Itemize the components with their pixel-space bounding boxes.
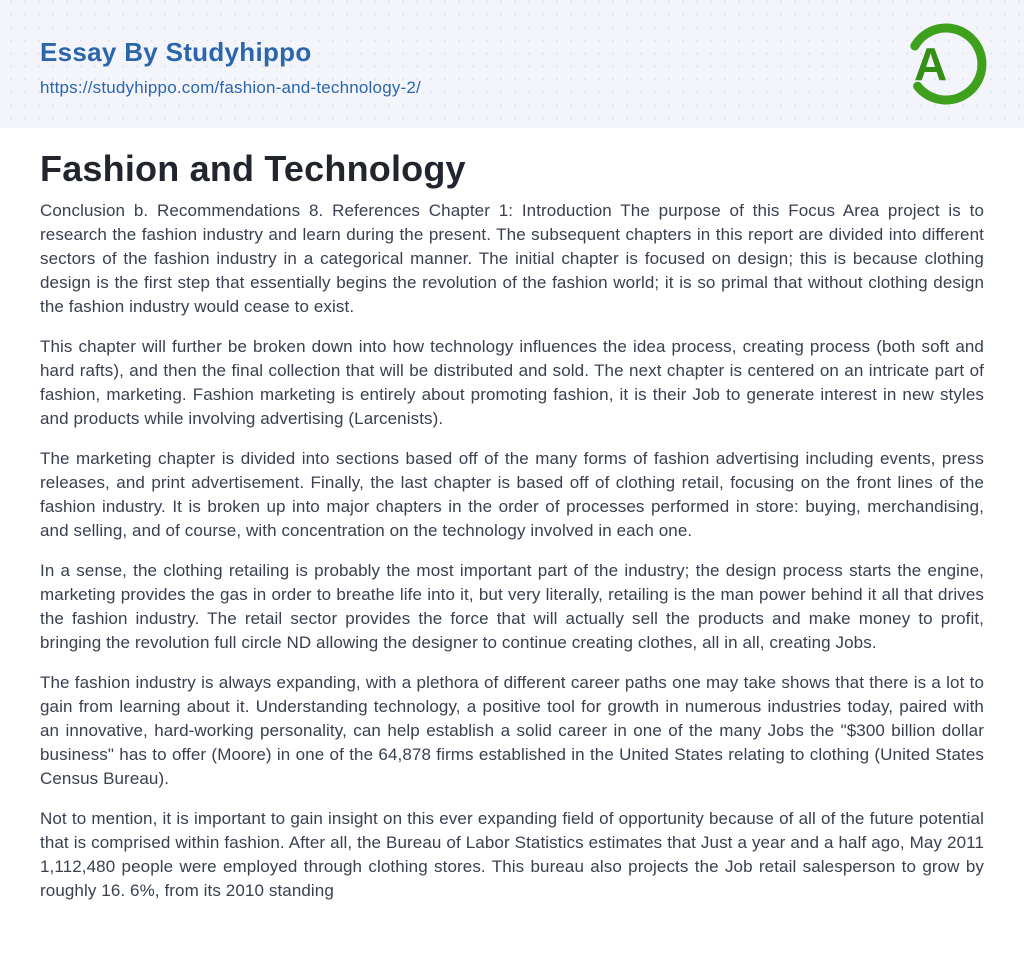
- essay-body: [0, 128, 1024, 903]
- essay-paragraph-6: Not to mention, it is important to gain insight on this ever expanding field of opportunity because of all of the future potential that is comprised within fashion. After all, the Bureau of Labor Statistics estimates that Just a year and a half ago, May 2011 1,112,480 people were employed through clothing stores. This bureau also projects the Job retail salesperson to grow by roughly 16. 6%, from its 2010 standing: [40, 809, 984, 900]
- studyhippo-logo: [900, 20, 988, 108]
- essay-title: Fashion and Technology: [40, 148, 466, 189]
- essay-paragraph-3: The marketing chapter is divided into sections based off of the many forms of fashion advertising including events, press releases, and print advertisement. Finally, the last chapter is based off of clothing retail, focusing on the front lines of the fashion industry. It is broken up into major chapters in the order of processes performed in store: buying, merchandising, and selling, and of course, with concentration on the technology involved in each one.: [40, 449, 984, 540]
- essay-paragraph-2: This chapter will further be broken down into how technology influences the idea process, creating process (both soft and hard rafts), and then the final collection that will be distributed and sold. The next chapter is centered on an intricate part of fashion, marketing. Fashion marketing is entirely about promoting fashion, it is their Job to generate interest in new styles and products while involving advertising (Larcenists).: [40, 337, 984, 428]
- page-header: [0, 0, 1024, 128]
- essay-paragraph-1: Conclusion b. Recommendations 8. References Chapter 1: Introduction The purpose of this Focus Area project is to research the fashion industry and learn during the present. The subsequent chapters in this report are divided into different sectors of the fashion industry in a categorical manner. The initial chapter is focused on design; this is because clothing design is the first step that essentially begins the revolution of the fashion world; it is so primal that without clothing design the fashion industry would cease to exist.: [40, 201, 984, 316]
- header-text-block: [40, 30, 421, 99]
- essay-paragraph-5: The fashion industry is always expanding, with a plethora of different career paths one may take shows that there is a lot to gain from learning about it. Understanding technology, a positive tool for growth in numerous industries today, paired with an innovative, hard-working personality, can help establish a solid career in one of the many Jobs the "$300 billion dollar business" has to offer (Moore) in one of the 64,878 firms established in the United States relating to clothing (United States Census Bureau).: [40, 673, 984, 788]
- byline: Essay By Studyhippo: [40, 36, 312, 67]
- source-url-link[interactable]: https://studyhippo.com/fashion-and-technology-2/: [40, 78, 421, 98]
- logo-letter: A: [914, 38, 948, 90]
- studyhippo-logo-icon: [900, 20, 988, 108]
- essay-paragraph-4: In a sense, the clothing retailing is probably the most important part of the industry; the design process starts the engine, marketing provides the gas in order to breathe life into it, but very literally, retailing is the man power behind it all that drives the fashion industry. The retail sector provides the force that will actually sell the products and make money to profit, bringing the revolution full circle ND allowing the designer to continue creating clothes, all in all, creating Jobs.: [40, 561, 984, 652]
